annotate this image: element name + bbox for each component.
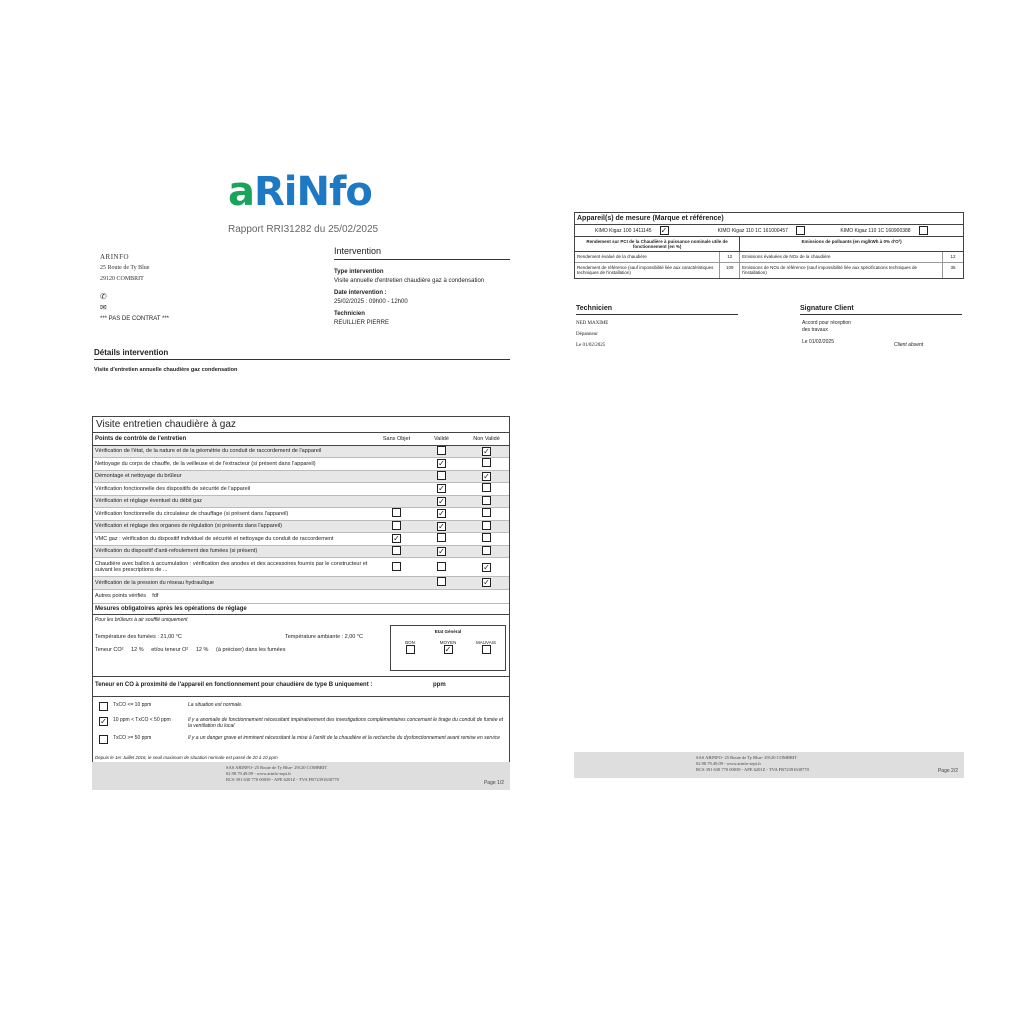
etat-moyen-checkbox[interactable]: ✓ <box>444 644 452 654</box>
rendement-cell-l: Rendement de référence (sauf impossibilité liée aux caractéristiques techniques de l'installation) <box>575 263 720 278</box>
co-title-row <box>93 677 509 697</box>
etat-bon-label: BON <box>405 639 415 645</box>
co-level-text: Il y a anomalie de fonctionnement nécessitant impérativement des investigations complémentaires concernant le tirage du conduit de fumée et la ventilation du local <box>188 716 504 729</box>
co-rows <box>93 697 509 763</box>
check-row <box>93 558 509 577</box>
check-row <box>93 508 509 521</box>
rendement-head-right: Emissions de polluants (en mg/kWh à 0% d'O²) <box>801 239 902 244</box>
contract-status: *** PAS DE CONTRAT *** <box>100 316 170 322</box>
co-level-row <box>99 735 508 744</box>
check-row-label: VMC gaz : vérification du dispositif individuel de sécurité et nettoyage du conduit de raccordement <box>95 535 334 542</box>
mesures-title: Mesures obligatoires après les opérations de réglage <box>93 604 509 615</box>
mesures-note: Pour les brûleurs à air soufflé uniquement <box>95 616 188 623</box>
co-level-checkbox[interactable] <box>99 702 108 711</box>
valide-checkbox[interactable] <box>437 533 446 542</box>
co-level-text: Il y a un danger grave et imminent nécessitant la mise à l'arrêt de la chaudière et la recherche du dysfonctionnement avant remise en service <box>188 734 500 741</box>
check-row <box>93 546 509 559</box>
check-row-label: Vérification et réglage des organes de régulation (si présents dans l'appareil) <box>95 523 282 529</box>
rendement-cell-v2: 35 <box>950 264 956 270</box>
appareil-checkbox[interactable] <box>919 226 928 235</box>
footer2-line1: SAS ARINFO- 25 Route de Ty Blue- 29120 COMBRIT <box>696 755 798 760</box>
visite-table <box>92 416 510 764</box>
etat-moyen-label: MOYEN <box>439 639 457 645</box>
appareil-item <box>595 226 718 235</box>
non-valide-checkbox[interactable] <box>482 458 491 467</box>
valide-checkbox[interactable]: ✓ <box>438 459 445 469</box>
valide-checkbox[interactable]: ✓ <box>438 521 445 531</box>
non-valide-checkbox[interactable]: ✓ <box>483 471 490 481</box>
teneur-co2: Teneur CO² 12 % et/ou teneur O² 12 % (à préciser) dans les fumées <box>95 646 286 653</box>
rendement-cell-l: Rendement évalué de la chaudière <box>575 252 720 262</box>
page-number-2: Page 2/2 <box>937 768 958 774</box>
co-level-checkbox[interactable]: ✓ <box>100 716 107 726</box>
footer-page-1 <box>92 762 510 790</box>
temp-ambiante: Température ambiante : 2,00 °C <box>285 633 364 640</box>
appareil-item <box>718 226 841 235</box>
etat-bon-checkbox[interactable] <box>406 645 415 654</box>
company-address: 25 Route de Ty Blue <box>100 265 150 271</box>
appareil-label: KIMO Kigaz 100 1411145 <box>595 227 652 234</box>
sans-objet-checkbox[interactable]: ✓ <box>393 534 400 544</box>
sans-objet-checkbox[interactable] <box>392 562 401 571</box>
technicien-date: Le 01/02/2025 <box>576 343 606 348</box>
check-row <box>93 458 509 471</box>
co-footnote: Depuis le 1er Juillet 2016, le seuil maximum de situation normale est passé de 20 à 10 ppm <box>95 754 278 760</box>
rendement-row <box>575 263 963 278</box>
signature-text2: des travaux <box>802 327 828 333</box>
check-row-label: Vérification fonctionnelle du circulateur de chauffage (si présent dans l'appareil) <box>95 510 289 517</box>
signature-title: Signature Client <box>800 305 962 315</box>
co-level-label: TxCO >= 50 ppm <box>113 734 152 741</box>
valide-checkbox[interactable] <box>437 471 446 480</box>
valide-checkbox[interactable]: ✓ <box>438 496 445 506</box>
date-value: 25/02/2025 : 09h00 - 12h00 <box>334 299 408 305</box>
non-valide-checkbox[interactable] <box>482 546 491 555</box>
footer2-line2: 02.98.79.49.09 - www.arinfo-sept.fr <box>696 761 761 766</box>
co-level-row <box>99 717 508 729</box>
technicien-title: Technicien <box>576 305 738 315</box>
appareils-title: Appareil(s) de mesure (Marque et référence) <box>575 213 963 225</box>
company-city: 29120 COMBRIT <box>100 276 144 282</box>
rendement-cell-v: 12 <box>720 252 740 262</box>
non-valide-checkbox[interactable] <box>482 521 491 530</box>
check-row <box>93 577 509 590</box>
check-row-label: Nettoyage du corps de chauffe, de la veilleuse et de l'extracteur (si présent dans l'appareil) <box>95 460 316 467</box>
non-valide-checkbox[interactable] <box>482 508 491 517</box>
details-title: Détails intervention <box>94 348 510 360</box>
footer1-line3: RCS 391 630 770 00039 - APE 6201Z - TVA FR72391630770 <box>226 777 339 782</box>
non-valide-checkbox[interactable] <box>482 533 491 542</box>
check-row-label: Démontage et nettoyage du brûleur <box>95 473 182 479</box>
co-title: Teneur en CO à proximité de l'appareil en fonctionnement pour chaudière de type B uniquement : <box>95 681 373 688</box>
check-row <box>93 533 509 546</box>
valide-checkbox[interactable] <box>437 577 446 586</box>
valide-checkbox[interactable] <box>437 562 446 571</box>
company-block <box>100 252 149 315</box>
co-level-label: TxCO <= 10 ppm <box>113 701 152 708</box>
visite-title: Visite entretien chaudière à gaz <box>93 417 509 433</box>
rendement-cell-v2: 12 <box>950 254 956 259</box>
valide-checkbox[interactable] <box>437 446 446 455</box>
rendement-cell-l2: Emissions évaluées de NOx de la chaudière <box>740 252 943 262</box>
technicien-role: Dépanneur <box>576 332 598 337</box>
intervention-block <box>334 265 512 328</box>
tech-value: REUILLIER PIERRE <box>334 320 390 326</box>
appareil-item <box>840 226 963 235</box>
rendement-row <box>575 252 963 263</box>
valide-checkbox[interactable]: ✓ <box>438 546 445 556</box>
signature-text1: Accord pour réception <box>802 320 851 326</box>
non-valide-checkbox[interactable]: ✓ <box>483 578 490 588</box>
footer-page-2 <box>574 752 964 778</box>
type-label: Type intervention <box>334 269 384 275</box>
co-unit: ppm <box>433 681 446 688</box>
etat-title: Etat Général <box>434 628 462 634</box>
appareil-label: KIMO Kigaz 110 1C 161000457 <box>717 227 788 234</box>
header-points: Points de contrôle de l'entretien <box>95 435 187 442</box>
check-row <box>93 496 509 509</box>
footer1-line2: 02.98.79.49.09 - www.arinfo-sept.fr <box>226 771 291 776</box>
details-text: Visite d'entretien annuelle chaudière gaz condensation <box>94 367 238 373</box>
arinfo-logo: aRiNfo <box>228 169 372 215</box>
appareils-list <box>575 225 963 237</box>
technicien-block <box>576 318 608 351</box>
appareil-checkbox[interactable]: ✓ <box>660 226 668 235</box>
co-level-text: La situation est normale. <box>188 701 243 708</box>
autres-label: Autres points vérifiés <box>95 592 147 599</box>
check-row-label: Vérification de l'état, de la nature et de la géométrie du conduit de raccordement de l'appareil <box>95 448 322 454</box>
non-valide-checkbox[interactable]: ✓ <box>483 446 490 456</box>
type-value: Visite annuelle d'entretien chaudière gaz à condensation <box>334 278 485 284</box>
non-valide-checkbox[interactable] <box>482 483 491 492</box>
footer1-line1: SAS ARINFO- 25 Route de Ty Blue- 29120 COMBRIT <box>226 765 328 770</box>
etat-mauvais-label: MAUVAIS <box>476 639 496 645</box>
non-valide-checkbox[interactable]: ✓ <box>483 562 490 572</box>
report-title: Rapport RRI31282 du 25/02/2025 <box>228 224 379 235</box>
appareil-checkbox[interactable] <box>796 226 805 235</box>
etat-mauvais-checkbox[interactable] <box>482 645 491 654</box>
check-row-label: Chaudière avec ballon à accumulation : vérification des anodes et des accessoires fournis par le constructeur et suivant les prescriptions de ... <box>95 560 368 573</box>
valide-checkbox[interactable]: ✓ <box>438 509 445 519</box>
date-label: Date intervention : <box>334 290 387 296</box>
check-row-label: Vérification et réglage éventuel du débit gaz <box>95 498 203 504</box>
co-level-row <box>99 702 508 711</box>
signature-block <box>802 320 851 334</box>
etat-general-box <box>390 625 506 671</box>
check-row-label: Vérification de la pression du réseau hydraulique <box>95 579 214 586</box>
phone-icon: ✆ <box>100 292 107 301</box>
co-level-checkbox[interactable] <box>99 735 108 744</box>
valide-checkbox[interactable]: ✓ <box>438 484 445 494</box>
technicien-name: NED MAXIME <box>576 321 609 326</box>
check-row <box>93 521 509 534</box>
check-row <box>93 471 509 484</box>
appareil-label: KIMO Kigaz 110 1C 160900388 <box>840 227 911 234</box>
check-row-label: Vérification du dispositif d'anti-refoulement des fumées (si présent) <box>95 548 258 554</box>
signature-date: Le 01/02/2025 <box>802 339 834 345</box>
company-name: ARINFO <box>100 253 130 261</box>
temp-fumees: Température des fumées : 21,00 °C <box>95 633 182 640</box>
client-absent: Client absent <box>894 342 924 348</box>
visite-header-row <box>93 433 509 446</box>
sans-objet-checkbox[interactable] <box>392 521 401 530</box>
autres-value: fdf <box>152 592 159 599</box>
co-level-label: 10 ppm < TxCO < 50 ppm <box>113 716 171 723</box>
intervention-title: Intervention <box>334 246 510 260</box>
autres-row <box>93 590 509 604</box>
rendement-head-left: Rendement sur PCI de la Chaudière à puissance nominale utile de fonctionnement (en %) <box>575 237 740 251</box>
rendement-cell-l2: Emissions de NOx de référence (sauf impossibilité liée aux spécifications techniques de l'installation) <box>740 263 943 278</box>
header-sans-objet: Sans Objet <box>382 435 411 442</box>
appareils-table <box>574 212 964 279</box>
mesures-block <box>93 615 509 677</box>
tech-label: Technicien <box>334 311 365 317</box>
footer2-line3: RCS 391 630 770 00039 - APE 6201Z - TVA FR72391630770 <box>696 767 809 772</box>
check-row <box>93 483 509 496</box>
header-valide: Validé <box>434 435 449 442</box>
rendement-header <box>575 237 963 252</box>
header-non-valide: Non Validé <box>473 435 500 442</box>
check-row <box>93 446 509 459</box>
sans-objet-checkbox[interactable] <box>392 546 401 555</box>
rendement-cell-v: 109 <box>720 263 740 278</box>
mail-icon: ✉ <box>100 303 107 312</box>
non-valide-checkbox[interactable] <box>482 496 491 505</box>
check-row-label: Vérification fonctionnelle des dispositifs de sécurité de l'appareil <box>95 485 251 492</box>
sans-objet-checkbox[interactable] <box>392 508 401 517</box>
page-number-1: Page 1/2 <box>483 780 504 786</box>
